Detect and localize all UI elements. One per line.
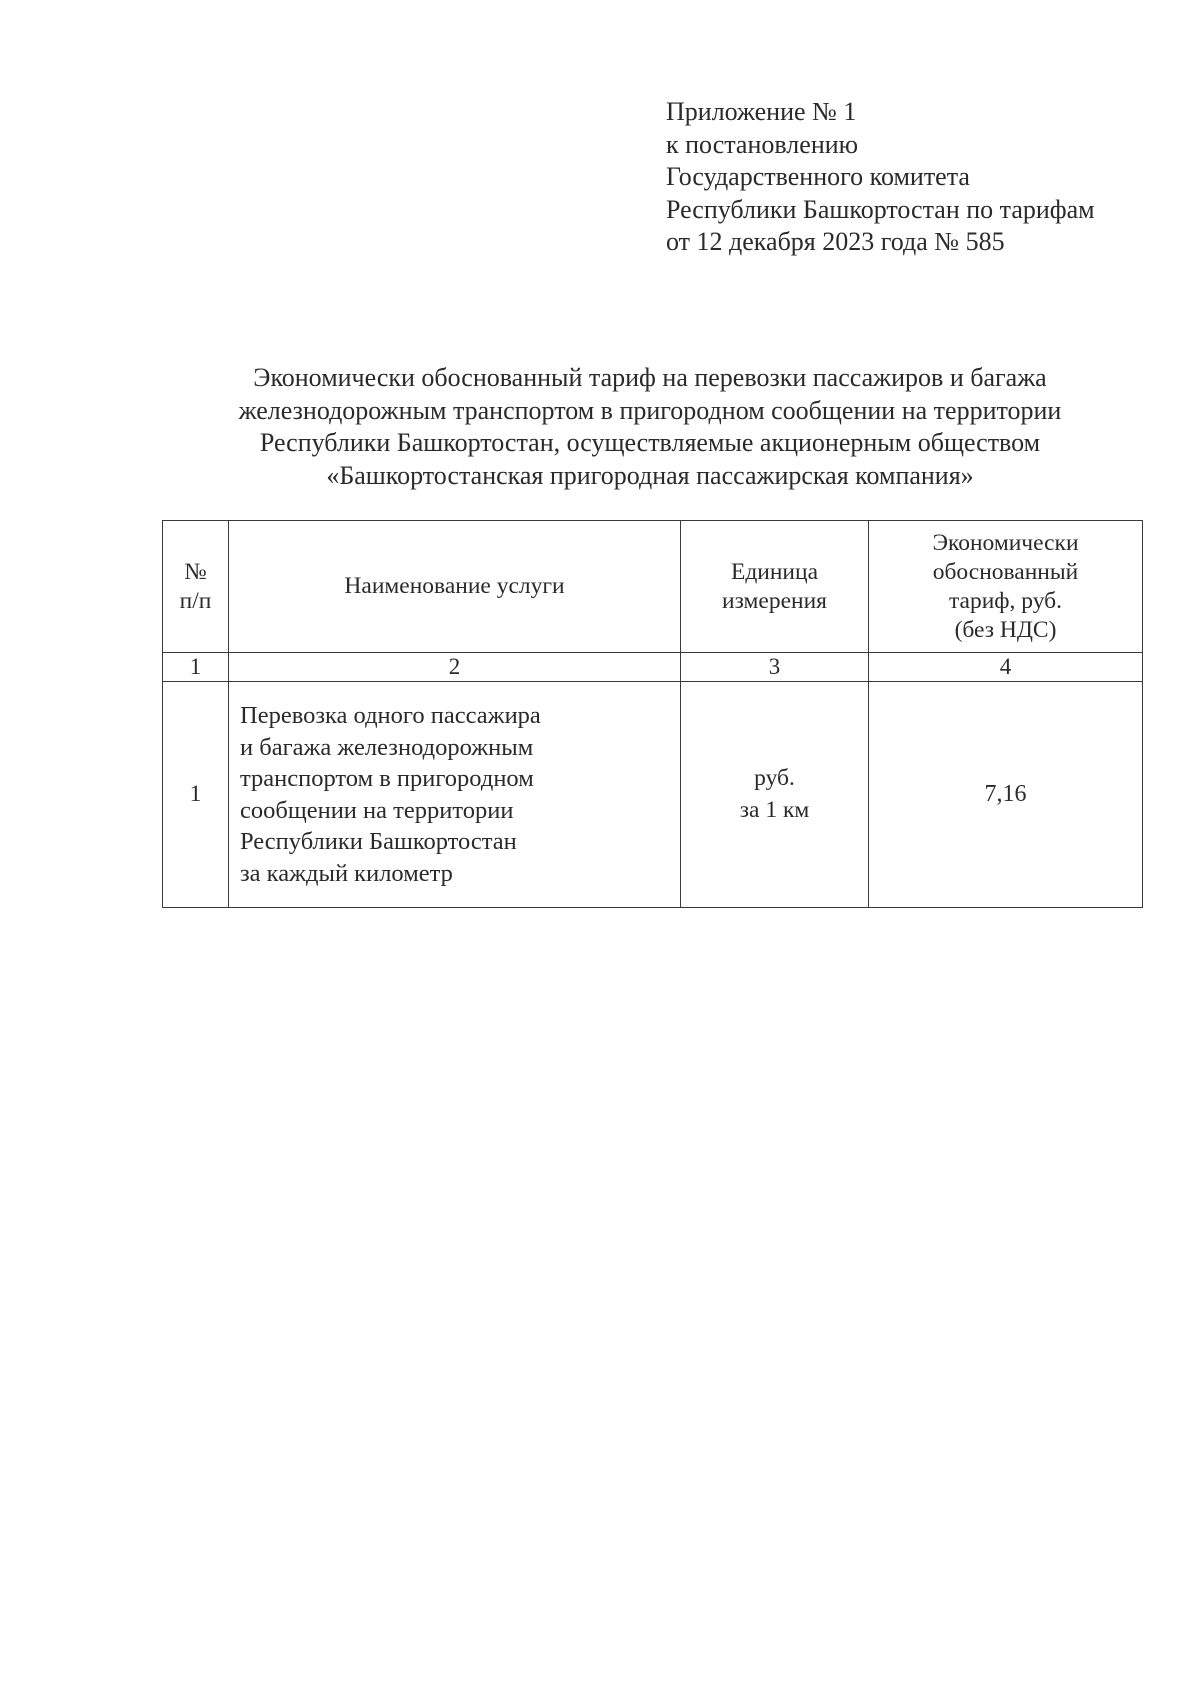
column-number-row — [163, 653, 1143, 682]
document-title — [162, 362, 1138, 492]
appendix-line: от 12 декабря 2023 года № 585 — [666, 227, 1005, 256]
title-line: железнодорожным транспортом в пригородном сообщении на территории — [238, 395, 1062, 425]
row-tariff: 7,16 — [869, 682, 1143, 908]
header-num: № п/п — [163, 521, 229, 653]
header-tariff: Экономически обоснованный тариф, руб. (без НДС) — [869, 521, 1143, 653]
appendix-header — [666, 96, 1095, 259]
title-line: Экономически обоснованный тариф на перевозки пассажиров и багажа — [253, 363, 1047, 392]
column-number: 1 — [163, 653, 229, 682]
tariff-table — [162, 520, 1143, 908]
row-service: Перевозка одного пассажира и багажа железнодорожным транспортом в пригородном сообщении на территории Республики Башкортостан за каждый километр — [229, 682, 681, 908]
table-header-row — [163, 521, 1143, 653]
appendix-line: к постановлению — [666, 129, 859, 159]
title-line: Республики Башкортостан, осуществляемые акционерным обществом — [259, 428, 1041, 457]
appendix-line: Приложение № 1 — [666, 97, 857, 126]
header-unit: Единица измерения — [681, 521, 869, 653]
row-unit: руб. за 1 км — [681, 682, 869, 908]
column-number: 3 — [681, 653, 869, 682]
column-number: 4 — [869, 653, 1143, 682]
appendix-line: Государственного комитета — [666, 162, 970, 191]
row-num: 1 — [163, 682, 229, 908]
table-row — [163, 682, 1143, 908]
appendix-line: Республики Башкортостан по тарифам — [666, 194, 1095, 224]
header-service: Наименование услуги — [229, 521, 681, 653]
title-line: «Башкортостанская пригородная пассажирская компания» — [326, 460, 974, 490]
column-number: 2 — [229, 653, 681, 682]
